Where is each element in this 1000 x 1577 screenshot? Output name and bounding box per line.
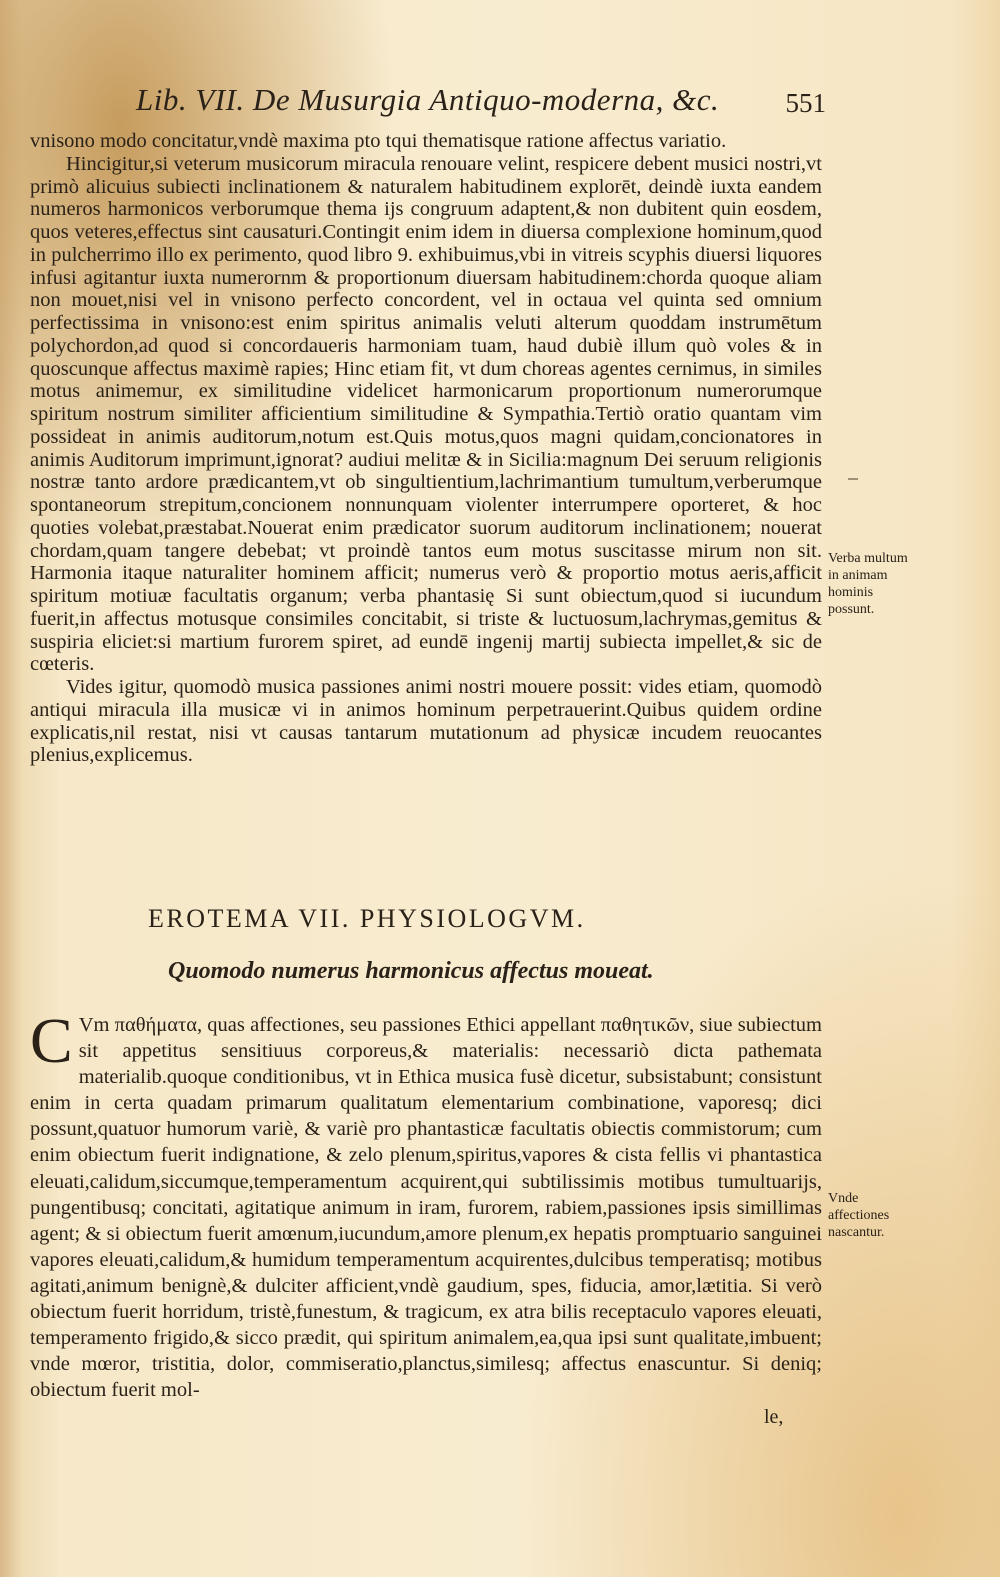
margin-note: Verba multum in animam hominis possunt. [828,551,908,617]
chapter-paragraph: Vm παθήματα, quas affectiones, seu passiones Ethici appellant παθητικῶν, siue subiectum sit appetitus sensitiuus corporeus,& materialis: necessariò dicta pathemata materialib.quoque conditionibus, vt in Ethica musica fusè dicetur, subsistabunt; consistunt enim in certa quadam primarum qualitatum elementarium combinatione, vaporesq; dici possunt,quatuor humorum variè, & variè pro phantasticæ facultatis obiectis commistorum; cum enim obiectum fuerit indignatione, & zelo plenum,spiritus,vapores & cista fellis vi phantastica eleuati,calidum,siccumque,temperamentum acquirent,qui subtilissimis motibus tumultuarijs, pungentibusq; concitati, agitatique animum in iram, furorem, rabiem,passiones ipsis simillimas agent; & si obiectum fuerit amœnum,iucundum,amore plenum,ex hepatis promptuario sanguinei vapores eleuati,calidum,& humidum temperamentum acquirentes,dulcibus temperatisq; motibus agitati,animum benignè,& dulciter afficient,vndè gaudium, spes, fiducia, amor,lætitia. Si verò obiectum fuerit horridum, tristè,funestum, & tragicum, ex atra bilis receptaculo vapores eleuati, temperamento frigido,& sicco prædit, qui spiritum animalem,ea,qua ipsi sunt qualitate,imbuent; vnde mœror, tristitia, dolor, commiseratio,planctus,similesq; affectus enascuntur. Si deniq; obiectum fuerit mol- [30,1014,822,1402]
paragraph: Hincigitur,si veterum musicorum miracula renouare velint, respicere debent musici nostri,vt primò alicuius subiecti inclinationem & naturalem habitudinem explorēt, deindè iuxta eandem numeros harmonicos verborumque thema ijs congruum adaptent,& non dubitent quin eosdem, quos veteres,effectus sint causaturi.Contingit enim idem in diuersa complexione hominum,quod in pulcherrimo illo ex perimento, quod libro 9. exhibuimus,vbi in vitreis scyphis diuersi liquores infusi agitantur iuxta numerornm & proportionum diuersam habitudinem:chorda quoque aliam non mouet,nisi vel in vnisono perfecto concordent, vel in octaua vel quinta sed omnium perfectissima in vnisono:est enim spiritus animalis veluti alterum quoddam instrumētum polychordon,ad quod si concordaueris harmoniam tuam, haud dubiè illum quò voles & in quoscunque affectus maximè rapies; Hinc etiam fit, vt dum choreas agentes cernimus, in similes motus animemur, ex similitudine videlicet harmonicarum proportionum numerorumque spiritum nostrum similiter afficientium similitudine & Sympathia.Tertiò oratio quantam vim possideat in animis auditorum,notum est.Quis motus,quos magni quidam,concionatores in animis Auditorum imprimunt,ignorat? audiui melitæ & in Sicilia:magnum Dei seruum religionis nostræ tanto ardore prædicantem,vt ob singultientium,lachrimantium tumultum,verberumque spontaneorum strepitum,concionem nonnunquam violenter interrumpere oporteret, & hoc quoties volebat,præstabat.Nouerat enim prædicator suorum auditorum inclinationem; nouerat chordam,quam tangere debebat; vt proindè tantos eum motus suscitasse mirum non sit. Harmonia itaque naturaliter hominem afficit; numerus verò & proportio motus aeris,afficit spiritum motiuæ facultatis organum; verba phantasię Si sunt obiectum,quod si iucundum fuerit,in affectus motusque consimiles concitabit, si triste & luctuosum,lachrymas,gemitus & suspiria eliciet:si martium furorem spiret, ad eundē ingenij martij subiecta impellet,& sic de cœteris. [30,152,822,676]
page-number: 551 [785,88,826,118]
paragraph: Vides igitur, quomodò musica passiones animi nostri mouere possit: vides etiam, quomodò antiqui miracula illa musicæ vi in animos hominum perpetrauerint.Quibus quidem ordine explicatis,nil restat, nisi vt causas tantarum mutationum ad physicæ incudem reuocantes plenius,explicemus. [30,676,822,767]
ink-mark [848,478,858,480]
running-head [136,82,826,128]
section-subheading: Quomodo numerus harmonicus affectus moueat. [168,958,654,984]
intro-text-block [30,130,822,767]
drop-cap: C [30,1005,73,1076]
section-heading: EROTEMA VII. PHYSIOLOGVM. [148,904,586,933]
paragraph: vnisono modo concitatur,vndè maxima pto tqui thematisque ratione affectus variatio. [30,130,727,152]
catchword: le, [764,1406,784,1428]
running-head-title: Lib. VII. De Musurgia Antiquo-moderna, &c. [136,82,720,117]
margin-note: Vnde affectiones nascantur. [828,1191,890,1240]
chapter-text-block [30,1005,822,1403]
